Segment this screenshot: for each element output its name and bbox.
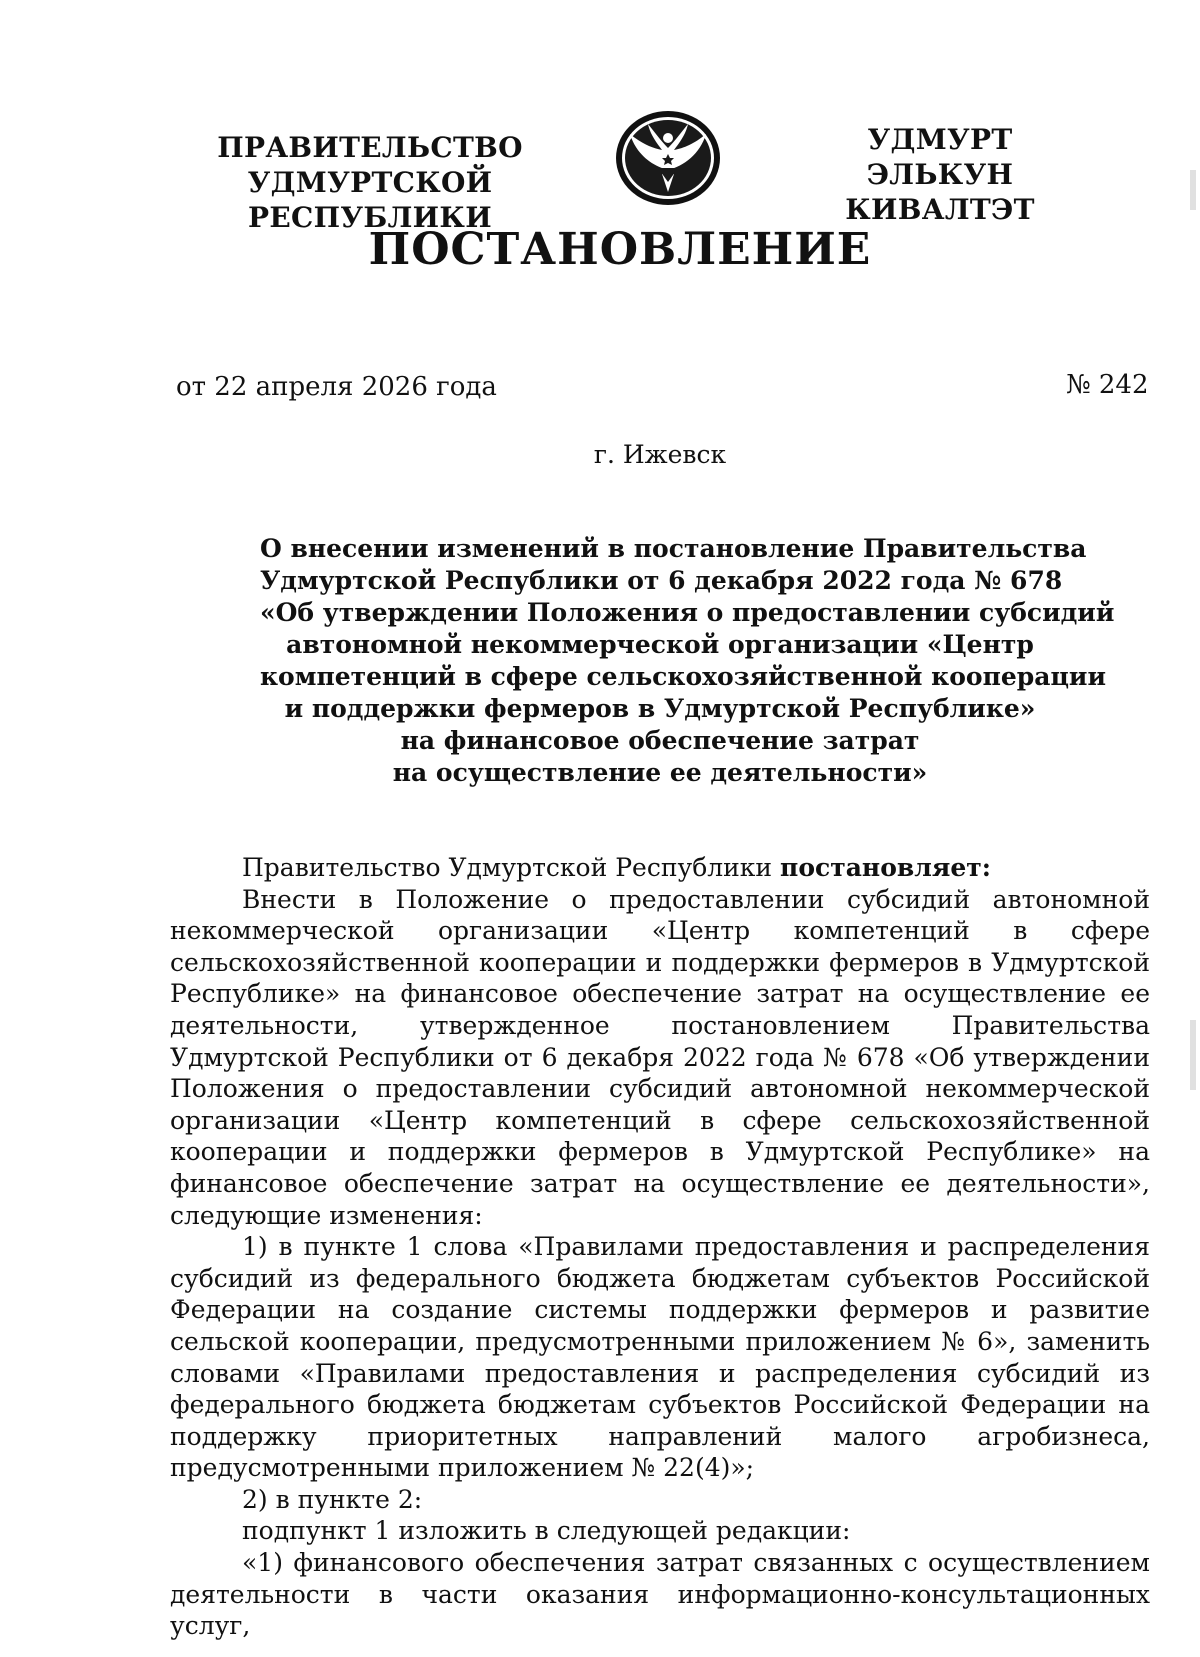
org-name-udm-line-1: УДМУРТ ЭЛЬКУН	[866, 123, 1014, 191]
body-paragraph-1: Внести в Положение о предоставлении субсидий автономной некоммерческой организации «Центр компетенций в сфере сельскохозяйственной кооперации и поддержки фермеров в Удмуртской Республике» на финансовое обеспечение затрат на осуществление ее деятельности, утвержденное постановлением Правительства Удмуртской Республики от 6 декабря 2022 года № 678 «Об утверждении Положения о предоставлении субсидий автономной некоммерческой организации «Центр компетенций в сфере сельскохозяйственной кооперации и поддержки фермеров в Удмуртской Республике» на финансовое обеспечение затрат на осуществление ее деятельности», следующие изменения:	[170, 884, 1150, 1230]
title-line: на финансовое обеспечение затрат	[400, 726, 920, 755]
scan-artifact	[1190, 170, 1196, 210]
title-line: О внесении изменений в постановление Правительства	[260, 534, 1087, 563]
preamble	[170, 852, 1150, 884]
title-line: на осуществление ее деятельности»	[392, 758, 928, 787]
title-line: компетенций в сфере сельскохозяйственной кооперации	[260, 662, 1107, 691]
org-name-russian	[150, 130, 590, 235]
amendment-item-1: 1) в пункте 1 слова «Правилами предоставления и распределения субсидий из федерального бюджета бюджетам субъектов Российской Федерации на создание системы поддержки фермеров и развитие сельской кооперации, предусмотренными приложением № 6», заменить словами «Правилами предоставления и распределения субсидий из федерального бюджета бюджетам субъектов Российской Федерации на поддержку приоритетных направлений малого агробизнеса, предусмотренными приложением № 22(4)»;	[170, 1232, 1150, 1483]
amendment-item-2-quote: «1) финансового обеспечения затрат связанных с осуществлением деятельности в части оказания информационно-консультационных услуг,	[170, 1548, 1150, 1641]
title-line: «Об утверждении Положения о предоставлении субсидий	[260, 598, 1115, 627]
preamble-text: Правительство Удмуртской Республики	[242, 853, 781, 882]
amendment-item-2-subpoint: подпункт 1 изложить в следующей редакции:	[242, 1516, 851, 1546]
title-line: Удмуртской Республики от 6 декабря 2022 года № 678	[260, 566, 1063, 595]
org-name-udm-line-2: КИВАЛТЭТ	[845, 193, 1035, 226]
document-type-heading: ПОСТАНОВЛЕНИЕ	[368, 224, 872, 275]
org-name-udmurt	[790, 122, 1090, 227]
org-name-line-2: УДМУРТСКОЙ РЕСПУБЛИКИ	[247, 166, 493, 234]
document-body	[170, 852, 1150, 1642]
udmurt-emblem-icon	[612, 108, 724, 208]
document-city: г. Ижевск	[593, 440, 727, 469]
document-date: от 22 апреля 2026 года	[176, 372, 497, 402]
title-line: автономной некоммерческой организации «Центр	[286, 630, 1034, 659]
scan-artifact	[1190, 1020, 1196, 1090]
title-line: и поддержки фермеров в Удмуртской Республике»	[284, 694, 1036, 723]
document-title	[260, 533, 1115, 789]
org-name-line-1: ПРАВИТЕЛЬСТВО	[217, 131, 523, 164]
amendment-item-2: 2) в пункте 2:	[242, 1484, 423, 1514]
preamble-verb: постановляет:	[780, 853, 991, 882]
document-number: № 242	[1066, 370, 1149, 400]
